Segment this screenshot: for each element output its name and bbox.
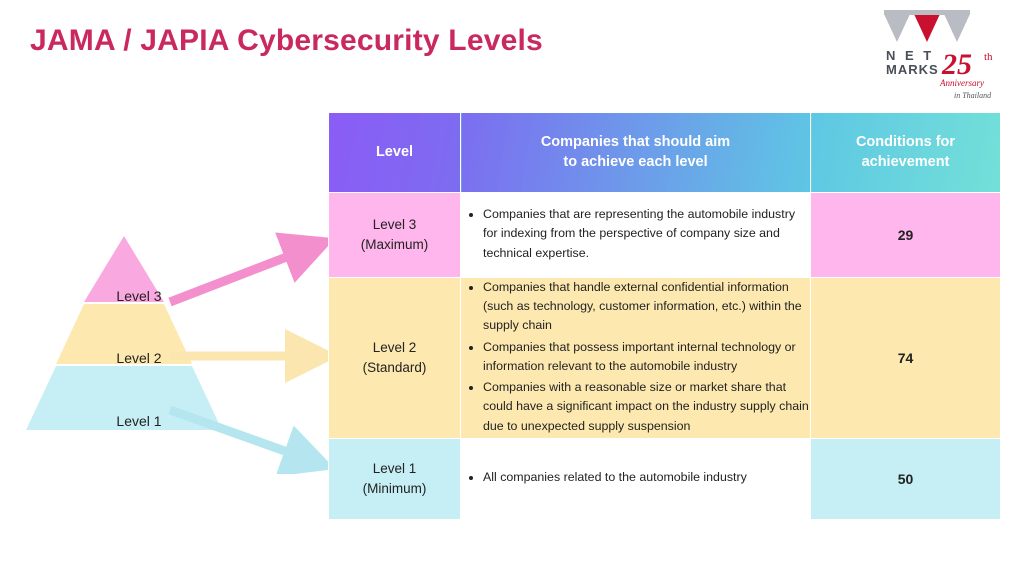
levels-table [328,112,1001,520]
cell-level-3 [329,193,461,278]
level-3-qualifier: (Maximum) [360,237,429,252]
level-2-name: Level 2 [372,339,417,355]
column-header-companies-line2: to achieve each level [563,153,708,170]
list-item: • Companies that handle external confidential information (such as technology, customer information, etc.) within the supply chain [483,278,810,336]
level-1-qualifier: (Minimum) [362,480,427,496]
pyramid-label-level-2: Level 2 [116,350,162,366]
pyramid-label-level-3: Level 3 [116,288,162,304]
list-item: • Companies that are representing the automobile industry for indexing from the perspective of company size and technical expertise. [483,205,810,263]
column-header-level: Level [329,113,461,193]
column-header-companies-line1: Companies that should aim [540,133,731,150]
svg-text:25: 25 [942,48,972,81]
arrow-group [160,224,340,474]
column-header-conditions-line1: Conditions for [855,133,956,150]
cell-level-1 [329,438,461,519]
level-1-name: Level 1 [372,460,417,476]
svg-text:Anniversary: Anniversary [940,78,984,88]
table-row [329,193,1001,278]
cell-level-2 [329,278,461,439]
list-item: • Companies that possess important internal technology or information relevant to the automobile industry [483,338,810,376]
column-header-conditions-line2: achievement [861,153,950,170]
cell-conditions-level-3: 29 [811,193,1001,278]
page-title: JAMA / JAPIA Cybersecurity Levels [30,24,543,57]
column-header-conditions [811,113,1001,193]
svg-text:MARKS: MARKS [886,62,939,77]
logo-mark-icon [884,10,970,42]
cell-conditions-level-1: 50 [811,438,1001,519]
table-row [329,278,1001,439]
arrow-to-level-3 [170,248,310,302]
column-header-companies [461,113,811,193]
level-2-qualifier: (Standard) [362,359,427,375]
cell-description-level-3 [461,193,811,278]
cell-conditions-level-2: 74 [811,278,1001,439]
company-logo [880,8,1008,106]
cell-description-level-1 [461,438,811,519]
svg-text:th: th [984,51,993,63]
table-row [329,438,1001,519]
level-3-name: Level 3 [372,216,417,232]
svg-text:N E T: N E T [886,48,935,63]
cell-description-level-2 [461,278,811,439]
arrow-to-level-1 [170,410,310,460]
svg-text:in Thailand: in Thailand [954,91,992,100]
list-item: • All companies related to the automobile industry [483,468,810,487]
table-header-row [329,113,1001,193]
list-item: • Companies with a reasonable size or market share that could have a significant impact on the industry supply chain due to unexpected supply suspension [483,378,810,436]
pyramid-label-level-1: Level 1 [116,413,162,429]
